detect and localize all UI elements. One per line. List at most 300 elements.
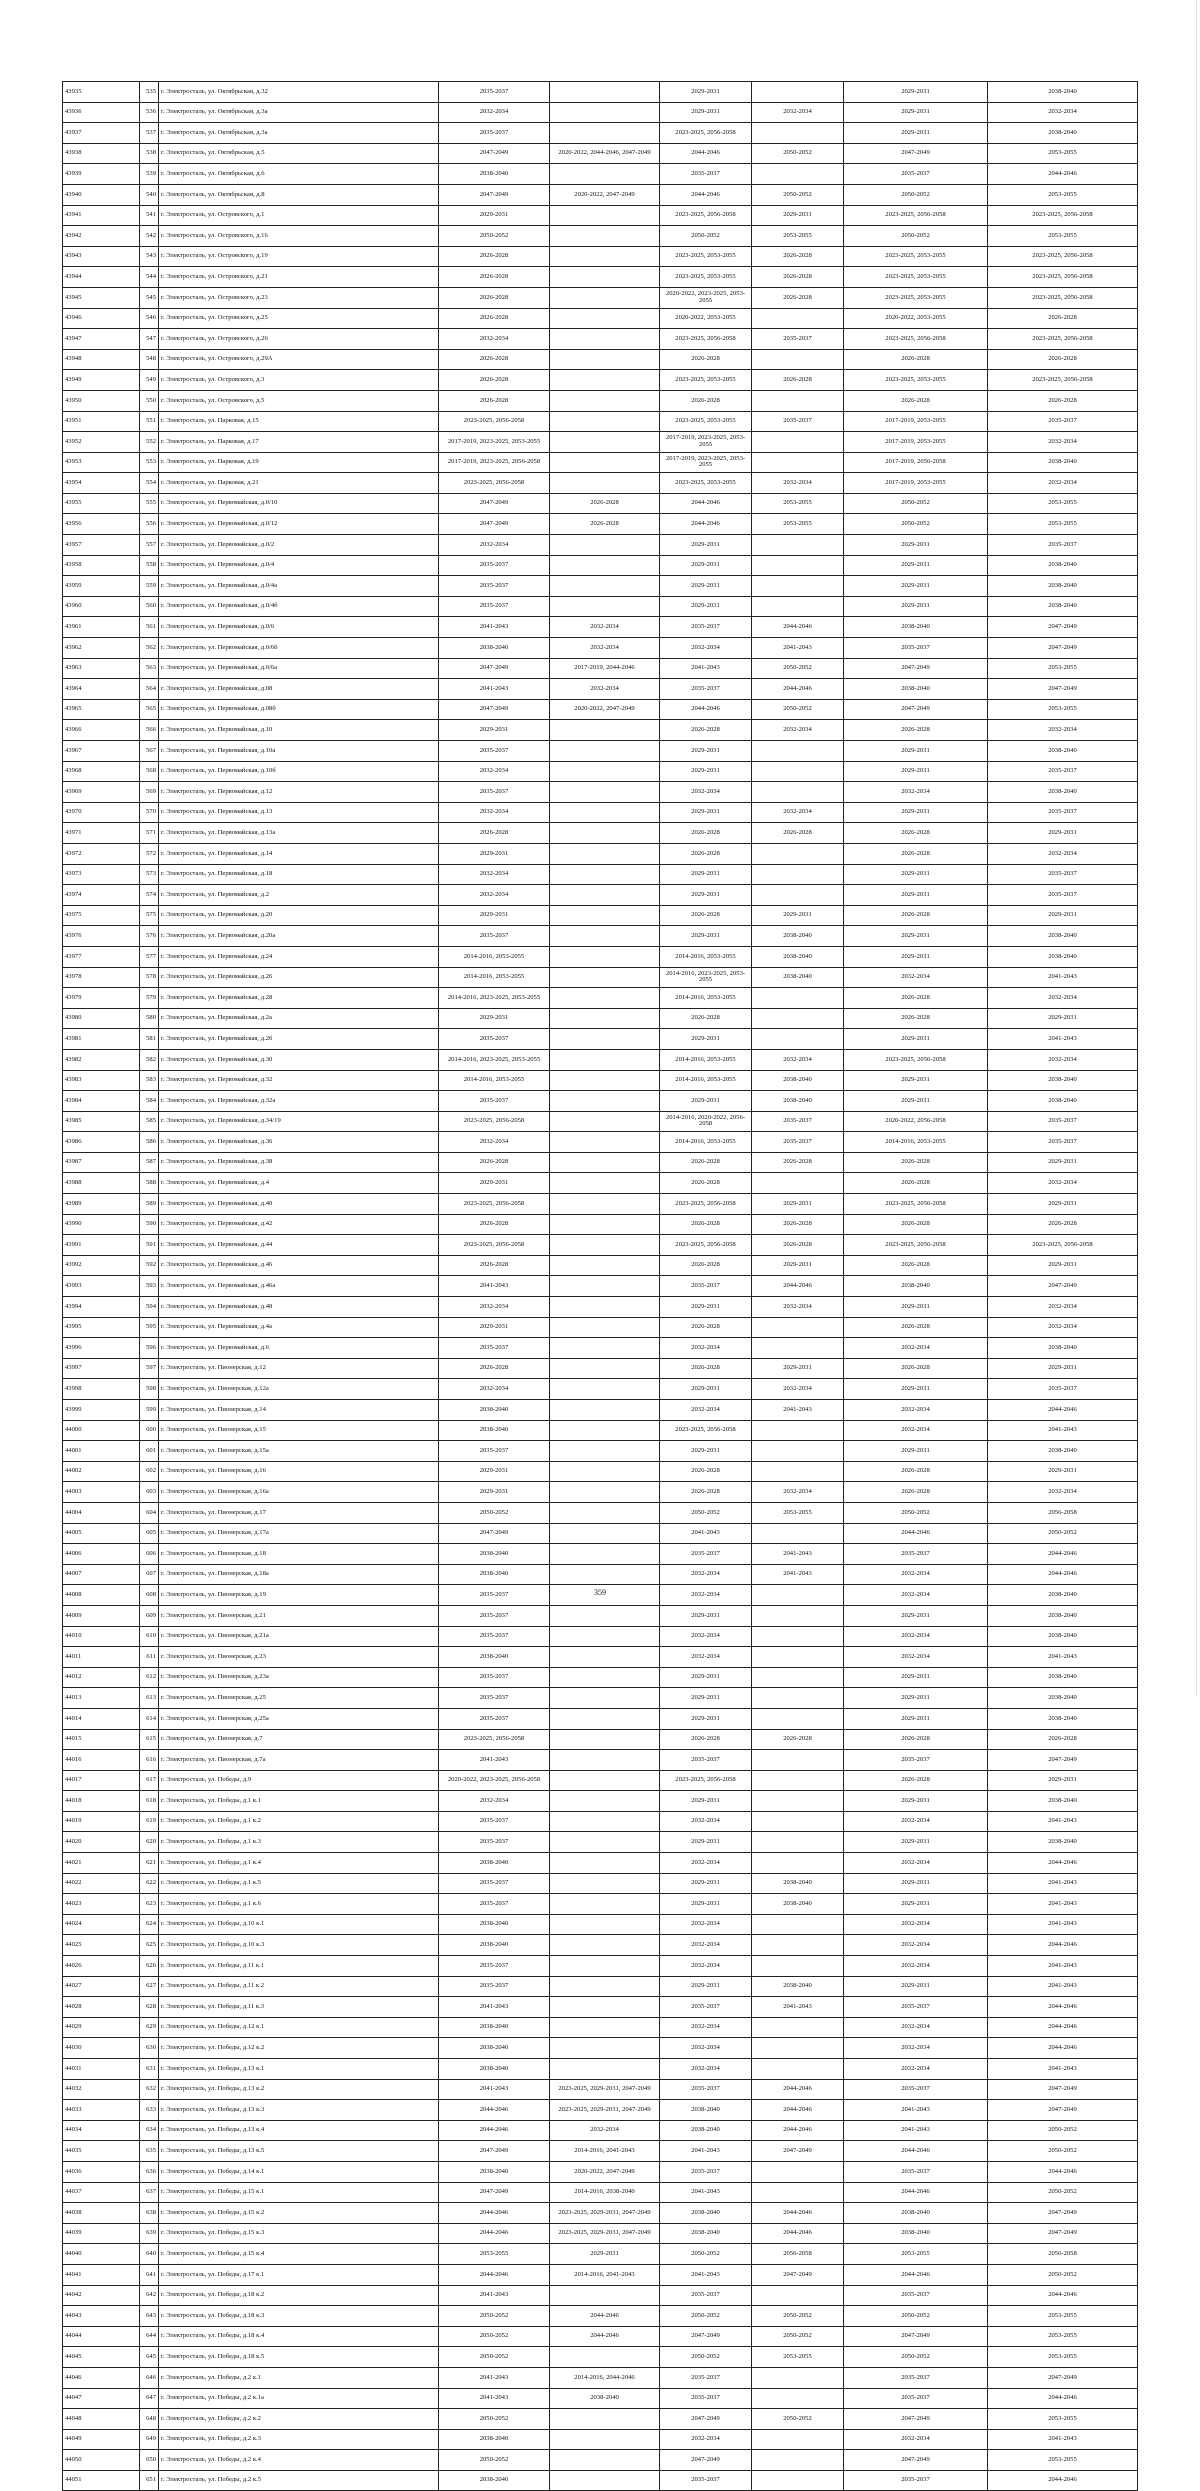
period-cell-5: 2035-2037	[844, 638, 988, 659]
record-id-cell: 43944	[63, 267, 140, 288]
record-id-cell: 43986	[63, 1132, 140, 1153]
period-cell-2	[550, 102, 660, 123]
period-cell-5: 2029-2031	[844, 1873, 988, 1894]
period-cell-1: 2035-2037	[439, 782, 550, 803]
period-cell-3: 2032-2034	[660, 1853, 752, 1874]
record-id-cell: 43998	[63, 1379, 140, 1400]
address-cell: г. Электросталь, ул. Победы, д.1 к.3	[159, 1832, 439, 1853]
period-cell-3: 2014-2016, 2053-2055	[660, 1070, 752, 1091]
period-cell-1: 2047-2049	[439, 514, 550, 535]
period-cell-1: 2044-2046	[439, 2203, 550, 2224]
row-number-cell: 557	[140, 535, 159, 556]
period-cell-4: 2038-2040	[752, 946, 844, 967]
record-id-cell: 44021	[63, 1853, 140, 1874]
period-cell-3: 2035-2037	[660, 1997, 752, 2018]
period-cell-1: 2035-2037	[439, 1976, 550, 1997]
period-cell-3: 2032-2034	[660, 2038, 752, 2059]
period-cell-6: 2041-2043	[988, 1956, 1138, 1977]
period-cell-5: 2047-2049	[844, 699, 988, 720]
address-cell: г. Электросталь, ул. Первомайская, д.10а	[159, 741, 439, 762]
period-cell-5: 2023-2025, 2053-2055	[844, 370, 988, 391]
period-cell-1: 2038-2040	[439, 2470, 550, 2491]
record-id-cell: 43991	[63, 1235, 140, 1256]
period-cell-3: 2032-2034	[660, 1914, 752, 1935]
period-cell-4: 2044-2046	[752, 617, 844, 638]
row-number-cell: 608	[140, 1585, 159, 1606]
table-row	[63, 1791, 1138, 1812]
period-cell-2: 2032-2034	[550, 2120, 660, 2141]
row-number-cell: 628	[140, 1997, 159, 2018]
row-number-cell: 643	[140, 2306, 159, 2327]
period-cell-1: 2023-2025, 2056-2058	[439, 1111, 550, 1132]
row-number-cell: 634	[140, 2120, 159, 2141]
period-cell-4	[752, 1173, 844, 1194]
address-cell: г. Электросталь, ул. Победы, д.18 к.3	[159, 2306, 439, 2327]
table-row	[63, 1626, 1138, 1647]
address-cell: г. Электросталь, ул. Островского, д.3	[159, 370, 439, 391]
period-cell-3: 2014-2016, 2053-2055	[660, 1049, 752, 1070]
period-cell-1: 2020-2022, 2023-2025, 2056-2058	[439, 1770, 550, 1791]
table-row	[63, 308, 1138, 329]
period-cell-2	[550, 1791, 660, 1812]
period-cell-4	[752, 1029, 844, 1050]
period-cell-5: 2035-2037	[844, 2367, 988, 2388]
table-row	[63, 1297, 1138, 1318]
period-cell-5: 2047-2049	[844, 2409, 988, 2430]
period-cell-4: 2044-2046	[752, 679, 844, 700]
period-cell-1: 2032-2034	[439, 885, 550, 906]
period-cell-6: 2044-2046	[988, 2017, 1138, 2038]
period-cell-1: 2047-2049	[439, 184, 550, 205]
address-cell: г. Электросталь, ул. Первомайская, д.0/6б	[159, 638, 439, 659]
record-id-cell: 44028	[63, 1997, 140, 2018]
record-id-cell: 43950	[63, 390, 140, 411]
period-cell-6: 2038-2040	[988, 596, 1138, 617]
period-cell-4	[752, 2038, 844, 2059]
address-cell: г. Электросталь, ул. Парковая, д.17	[159, 432, 439, 453]
period-cell-2: 2014-2016, 2038-2040	[550, 2182, 660, 2203]
row-number-cell: 604	[140, 1502, 159, 1523]
period-cell-6: 2053-2055	[988, 493, 1138, 514]
table-row	[63, 1564, 1138, 1585]
period-cell-2	[550, 473, 660, 494]
address-cell: г. Электросталь, ул. Победы, д.1 к.6	[159, 1894, 439, 1915]
table-row	[63, 2017, 1138, 2038]
period-cell-1: 2038-2040	[439, 1935, 550, 1956]
table-row	[63, 926, 1138, 947]
period-cell-6: 2041-2043	[988, 1894, 1138, 1915]
table-row	[63, 1482, 1138, 1503]
table-row	[63, 1379, 1138, 1400]
period-cell-5: 2020-2022, 2053-2055	[844, 308, 988, 329]
address-cell: г. Электросталь, ул. Островского, д.29А	[159, 349, 439, 370]
record-id-cell: 43941	[63, 205, 140, 226]
period-cell-5: 2041-2043	[844, 2100, 988, 2121]
address-cell: г. Электросталь, ул. Победы, д.1 к.2	[159, 1811, 439, 1832]
table-row	[63, 1173, 1138, 1194]
table-row	[63, 1070, 1138, 1091]
period-cell-4: 2041-2043	[752, 1997, 844, 2018]
period-cell-5: 2029-2031	[844, 1791, 988, 1812]
period-cell-2	[550, 1997, 660, 2018]
period-cell-3: 2029-2031	[660, 1791, 752, 1812]
row-number-cell: 587	[140, 1152, 159, 1173]
period-cell-5: 2029-2031	[844, 802, 988, 823]
period-cell-6: 2029-2031	[988, 1358, 1138, 1379]
period-cell-1: 2035-2037	[439, 1956, 550, 1977]
period-cell-4: 2038-2040	[752, 967, 844, 988]
period-cell-1: 2026-2028	[439, 1214, 550, 1235]
period-cell-2: 2032-2034	[550, 638, 660, 659]
period-cell-4	[752, 390, 844, 411]
address-cell: г. Электросталь, ул. Пионерская, д.21	[159, 1605, 439, 1626]
period-cell-4	[752, 1853, 844, 1874]
period-cell-4	[752, 1317, 844, 1338]
period-cell-5: 2044-2046	[844, 1523, 988, 1544]
period-cell-2	[550, 905, 660, 926]
table-row	[63, 1461, 1138, 1482]
row-number-cell: 645	[140, 2347, 159, 2368]
address-cell: г. Электросталь, ул. Победы, д.13 к.1	[159, 2059, 439, 2080]
period-cell-6: 2041-2043	[988, 967, 1138, 988]
period-cell-2: 2044-2046	[550, 2306, 660, 2327]
period-cell-4: 2035-2037	[752, 329, 844, 350]
period-cell-4	[752, 885, 844, 906]
record-id-cell: 43961	[63, 617, 140, 638]
table-row	[63, 720, 1138, 741]
period-cell-5: 2032-2034	[844, 1626, 988, 1647]
period-cell-5: 2026-2028	[844, 823, 988, 844]
table-row	[63, 741, 1138, 762]
record-id-cell: 44039	[63, 2223, 140, 2244]
address-cell: г. Электросталь, ул. Победы, д.11 к.3	[159, 1997, 439, 2018]
row-number-cell: 588	[140, 1173, 159, 1194]
address-cell: г. Электросталь, ул. Победы, д.18 к.5	[159, 2347, 439, 2368]
address-cell: г. Электросталь, ул. Парковая, д.15	[159, 411, 439, 432]
table-row	[63, 1770, 1138, 1791]
period-cell-5: 2029-2031	[844, 1441, 988, 1462]
period-cell-1: 2035-2037	[439, 1441, 550, 1462]
period-cell-3: 2047-2049	[660, 2450, 752, 2471]
record-id-cell: 44016	[63, 1750, 140, 1771]
record-id-cell: 43988	[63, 1173, 140, 1194]
period-cell-1: 2038-2040	[439, 1420, 550, 1441]
address-cell: г. Электросталь, ул. Пионерская, д.7а	[159, 1750, 439, 1771]
table-row	[63, 1194, 1138, 1215]
record-id-cell: 44020	[63, 1832, 140, 1853]
period-cell-5: 2041-2043	[844, 2120, 988, 2141]
period-cell-2	[550, 1853, 660, 1874]
record-id-cell: 44011	[63, 1647, 140, 1668]
period-cell-3: 2023-2025, 2053-2055	[660, 411, 752, 432]
period-cell-6: 2038-2040	[988, 1688, 1138, 1709]
period-cell-4	[752, 1441, 844, 1462]
period-cell-6: 2053-2055	[988, 699, 1138, 720]
period-cell-4	[752, 1914, 844, 1935]
record-id-cell: 44038	[63, 2203, 140, 2224]
period-cell-2	[550, 1667, 660, 1688]
address-cell: г. Электросталь, ул. Победы, д.13 к.2	[159, 2079, 439, 2100]
period-cell-1: 2038-2040	[439, 2038, 550, 2059]
period-cell-4	[752, 2450, 844, 2471]
period-cell-6: 2041-2043	[988, 1873, 1138, 1894]
table-row	[63, 514, 1138, 535]
period-cell-1: 2035-2037	[439, 1029, 550, 1050]
period-cell-6: 2041-2043	[988, 1976, 1138, 1997]
period-cell-3: 2029-2031	[660, 1894, 752, 1915]
period-cell-2	[550, 2450, 660, 2471]
period-cell-1: 2032-2034	[439, 102, 550, 123]
period-cell-1: 2035-2037	[439, 555, 550, 576]
period-cell-3: 2029-2031	[660, 102, 752, 123]
period-cell-4: 2026-2028	[752, 287, 844, 308]
period-cell-2	[550, 1255, 660, 1276]
period-cell-4: 2029-2031	[752, 205, 844, 226]
row-number-cell: 597	[140, 1358, 159, 1379]
period-cell-1: 2035-2037	[439, 596, 550, 617]
address-cell: г. Электросталь, ул. Пионерская, д.19	[159, 1585, 439, 1606]
period-cell-4	[752, 82, 844, 103]
address-cell: г. Электросталь, ул. Пионерская, д.15	[159, 1420, 439, 1441]
period-cell-1: 2038-2040	[439, 1564, 550, 1585]
period-cell-5: 2029-2031	[844, 1894, 988, 1915]
table-row	[63, 2141, 1138, 2162]
period-cell-1: 2041-2043	[439, 2079, 550, 2100]
period-cell-1: 2047-2049	[439, 699, 550, 720]
period-cell-5: 2029-2031	[844, 741, 988, 762]
period-cell-3: 2026-2028	[660, 1482, 752, 1503]
period-cell-6: 2026-2028	[988, 390, 1138, 411]
record-id-cell: 43995	[63, 1317, 140, 1338]
period-cell-5: 2029-2031	[844, 1297, 988, 1318]
period-cell-5: 2044-2046	[844, 2141, 988, 2162]
period-cell-6: 2035-2037	[988, 761, 1138, 782]
row-number-cell: 538	[140, 143, 159, 164]
period-cell-4	[752, 349, 844, 370]
table-row	[63, 1255, 1138, 1276]
period-cell-1: 2044-2046	[439, 2100, 550, 2121]
row-number-cell: 583	[140, 1070, 159, 1091]
table-row	[63, 1667, 1138, 1688]
period-cell-4: 2026-2028	[752, 1235, 844, 1256]
period-cell-1: 2029-2031	[439, 1317, 550, 1338]
period-cell-6: 2044-2046	[988, 1564, 1138, 1585]
row-number-cell: 558	[140, 555, 159, 576]
period-cell-2	[550, 2429, 660, 2450]
table-row	[63, 1441, 1138, 1462]
period-cell-5: 2029-2031	[844, 946, 988, 967]
period-cell-5: 2029-2031	[844, 596, 988, 617]
period-cell-3: 2026-2028	[660, 390, 752, 411]
address-cell: г. Электросталь, ул. Победы, д.13 к.3	[159, 2100, 439, 2121]
row-number-cell: 609	[140, 1605, 159, 1626]
period-cell-1: 2014-2016, 2023-2025, 2053-2055	[439, 1049, 550, 1070]
period-cell-6: 2053-2055	[988, 2450, 1138, 2471]
record-id-cell: 43996	[63, 1338, 140, 1359]
period-cell-1: 2035-2037	[439, 1811, 550, 1832]
table-row	[63, 1338, 1138, 1359]
period-cell-5: 2050-2052	[844, 1502, 988, 1523]
period-cell-6: 2032-2034	[988, 843, 1138, 864]
address-cell: г. Электросталь, ул. Пионерская, д.16а	[159, 1482, 439, 1503]
period-cell-4	[752, 1811, 844, 1832]
address-cell: г. Электросталь, ул. Первомайская, д.36	[159, 1132, 439, 1153]
address-cell: г. Электросталь, ул. Победы, д.12 к.1	[159, 2017, 439, 2038]
table-row	[63, 1894, 1138, 1915]
address-cell: г. Электросталь, ул. Первомайская, д.0/6	[159, 617, 439, 638]
period-cell-5: 2023-2025, 2056-2058	[844, 1049, 988, 1070]
period-cell-6: 2023-2025, 2056-2058	[988, 1235, 1138, 1256]
period-cell-5: 2032-2034	[844, 782, 988, 803]
row-number-cell: 563	[140, 658, 159, 679]
address-cell: г. Электросталь, ул. Победы, д.1 к.4	[159, 1853, 439, 1874]
table-row	[63, 164, 1138, 185]
period-cell-6: 2050-2052	[988, 2120, 1138, 2141]
table-row	[63, 1523, 1138, 1544]
period-cell-2: 2014-2016, 2041-2043	[550, 2141, 660, 2162]
period-cell-4: 2056-2058	[752, 2244, 844, 2265]
record-id-cell: 44004	[63, 1502, 140, 1523]
period-cell-2	[550, 1358, 660, 1379]
period-cell-1: 2026-2028	[439, 267, 550, 288]
period-cell-4	[752, 1770, 844, 1791]
address-cell: г. Электросталь, ул. Первомайская, д.20а	[159, 926, 439, 947]
record-id-cell: 43974	[63, 885, 140, 906]
period-cell-3: 2044-2046	[660, 493, 752, 514]
period-cell-2	[550, 1317, 660, 1338]
period-cell-6: 2041-2043	[988, 1914, 1138, 1935]
period-cell-3: 2029-2031	[660, 596, 752, 617]
period-cell-1: 2038-2040	[439, 638, 550, 659]
period-cell-1: 2026-2028	[439, 823, 550, 844]
record-id-cell: 44046	[63, 2367, 140, 2388]
row-number-cell: 541	[140, 205, 159, 226]
period-cell-4	[752, 2017, 844, 2038]
record-id-cell: 43977	[63, 946, 140, 967]
period-cell-4: 2032-2034	[752, 720, 844, 741]
period-cell-5: 2017-2019, 2053-2055	[844, 411, 988, 432]
period-cell-2: 2017-2019, 2044-2046	[550, 658, 660, 679]
table-row	[63, 679, 1138, 700]
period-cell-3: 2029-2031	[660, 1708, 752, 1729]
address-cell: г. Электросталь, ул. Первомайская, д.0/2	[159, 535, 439, 556]
period-cell-5: 2047-2049	[844, 2326, 988, 2347]
period-cell-5: 2029-2031	[844, 1832, 988, 1853]
row-number-cell: 617	[140, 1770, 159, 1791]
period-cell-4: 2044-2046	[752, 2223, 844, 2244]
period-cell-2	[550, 1482, 660, 1503]
record-id-cell: 44000	[63, 1420, 140, 1441]
period-cell-5: 2029-2031	[844, 761, 988, 782]
period-cell-6: 2029-2031	[988, 823, 1138, 844]
table-row	[63, 2203, 1138, 2224]
period-cell-6: 2041-2043	[988, 1647, 1138, 1668]
record-id-cell: 43953	[63, 452, 140, 473]
address-cell: г. Электросталь, ул. Пионерская, д.12	[159, 1358, 439, 1379]
period-cell-1: 2047-2049	[439, 2182, 550, 2203]
address-cell: г. Электросталь, ул. Первомайская, д.28	[159, 988, 439, 1009]
period-cell-6: 2038-2040	[988, 1708, 1138, 1729]
period-cell-6: 2032-2034	[988, 988, 1138, 1009]
period-cell-6: 2053-2055	[988, 184, 1138, 205]
record-id-cell: 43951	[63, 411, 140, 432]
period-cell-2	[550, 1935, 660, 1956]
row-number-cell: 546	[140, 308, 159, 329]
period-cell-4	[752, 1750, 844, 1771]
row-number-cell: 648	[140, 2409, 159, 2430]
table-row	[63, 452, 1138, 473]
period-cell-6: 2047-2049	[988, 2203, 1138, 2224]
table-row	[63, 2100, 1138, 2121]
period-cell-5: 2035-2037	[844, 2388, 988, 2409]
row-number-cell: 647	[140, 2388, 159, 2409]
period-cell-4: 2053-2055	[752, 514, 844, 535]
building-register-table	[62, 81, 1138, 2491]
period-cell-4: 2047-2049	[752, 2141, 844, 2162]
period-cell-6: 2041-2043	[988, 2429, 1138, 2450]
period-cell-5: 2053-2055	[844, 2244, 988, 2265]
period-cell-1: 2038-2040	[439, 164, 550, 185]
period-cell-3: 2020-2022, 2053-2055	[660, 308, 752, 329]
period-cell-5: 2017-2019, 2053-2055	[844, 432, 988, 453]
record-id-cell: 43943	[63, 246, 140, 267]
address-cell: г. Электросталь, ул. Первомайская, д.10б	[159, 761, 439, 782]
period-cell-1: 2014-2016, 2053-2055	[439, 967, 550, 988]
period-cell-4: 2041-2043	[752, 1564, 844, 1585]
record-id-cell: 43959	[63, 576, 140, 597]
record-id-cell: 44049	[63, 2429, 140, 2450]
table-row	[63, 617, 1138, 638]
period-cell-2	[550, 1832, 660, 1853]
record-id-cell: 44002	[63, 1461, 140, 1482]
period-cell-4: 2038-2040	[752, 1976, 844, 1997]
record-id-cell: 43999	[63, 1400, 140, 1421]
period-cell-1: 2050-2052	[439, 2409, 550, 2430]
address-cell: г. Электросталь, ул. Пионерская, д.12а	[159, 1379, 439, 1400]
period-cell-1: 2032-2034	[439, 1132, 550, 1153]
address-cell: г. Электросталь, ул. Первомайская, д.48	[159, 1297, 439, 1318]
row-number-cell: 629	[140, 2017, 159, 2038]
table-row	[63, 596, 1138, 617]
period-cell-2: 2023-2025, 2029-2031, 2047-2049	[550, 2100, 660, 2121]
table-row	[63, 1152, 1138, 1173]
row-number-cell: 545	[140, 287, 159, 308]
row-number-cell: 535	[140, 82, 159, 103]
period-cell-6: 2029-2031	[988, 1461, 1138, 1482]
period-cell-1: 2038-2040	[439, 1647, 550, 1668]
period-cell-1: 2014-2016, 2053-2055	[439, 1070, 550, 1091]
period-cell-1: 2047-2049	[439, 1523, 550, 1544]
address-cell: г. Электросталь, ул. Победы, д.18 к.4	[159, 2326, 439, 2347]
period-cell-3: 2035-2037	[660, 2285, 752, 2306]
row-number-cell: 551	[140, 411, 159, 432]
record-id-cell: 44022	[63, 1873, 140, 1894]
period-cell-1: 2023-2025, 2056-2058	[439, 1194, 550, 1215]
period-cell-1: 2029-2031	[439, 720, 550, 741]
period-cell-1: 2035-2037	[439, 1832, 550, 1853]
period-cell-5: 2044-2046	[844, 2264, 988, 2285]
period-cell-2: 2020-2022, 2044-2046, 2047-2049	[550, 143, 660, 164]
period-cell-1: 2035-2037	[439, 1708, 550, 1729]
period-cell-2	[550, 823, 660, 844]
period-cell-4: 2035-2037	[752, 411, 844, 432]
period-cell-3: 2032-2034	[660, 1626, 752, 1647]
record-id-cell: 43949	[63, 370, 140, 391]
period-cell-5: 2026-2028	[844, 1358, 988, 1379]
period-cell-5: 2032-2034	[844, 1420, 988, 1441]
period-cell-3: 2026-2028	[660, 1729, 752, 1750]
period-cell-6: 2047-2049	[988, 2367, 1138, 2388]
